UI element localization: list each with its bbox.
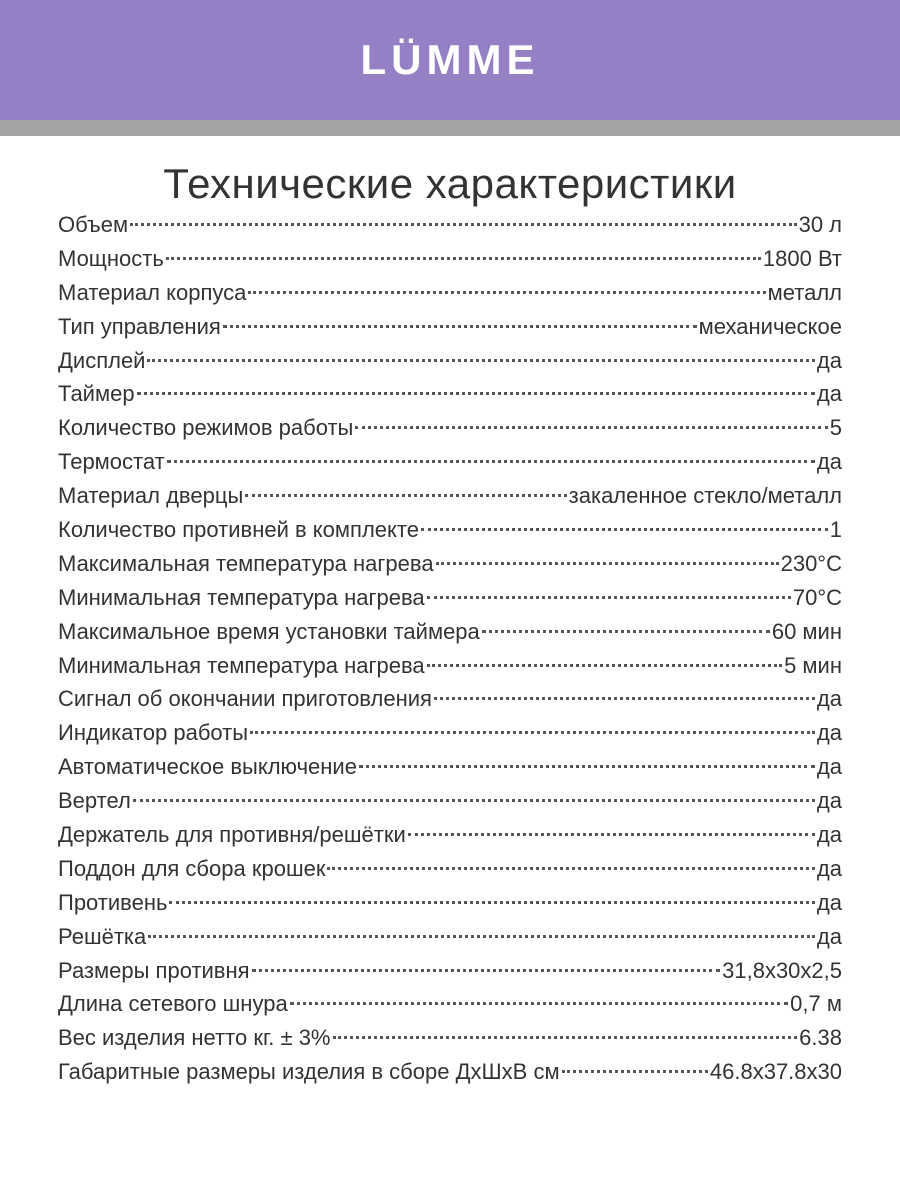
spec-label: Дисплей (58, 347, 146, 373)
spec-value: 5 мин (784, 652, 842, 678)
spec-label: Материал дверцы (58, 483, 244, 509)
spec-row (58, 445, 842, 479)
dot-leader (130, 223, 796, 226)
spec-value: да (816, 855, 842, 881)
dot-leader (167, 460, 815, 463)
dot-leader (482, 630, 770, 633)
spec-value: 31,8х30х2,5 (722, 957, 842, 983)
spec-label: Решётка (58, 923, 147, 949)
spec-row (58, 818, 842, 852)
spec-row (58, 513, 842, 547)
spec-row (58, 581, 842, 615)
spec-label: Тип управления (58, 313, 221, 339)
dot-leader (252, 969, 721, 972)
spec-label: Вертел (58, 788, 131, 814)
spec-label: Поддон для сбора крошек (58, 855, 326, 881)
spec-row (58, 716, 842, 750)
spec-row (58, 682, 842, 716)
spec-row (58, 852, 842, 886)
page-title: Технические характеристики (163, 160, 737, 207)
spec-label: Мощность (58, 245, 164, 271)
dot-leader (427, 596, 791, 599)
dot-leader (250, 731, 815, 734)
spec-value: да (816, 754, 842, 780)
spec-value: 6.38 (799, 1025, 842, 1051)
dot-leader (408, 833, 815, 836)
spec-label: Материал корпуса (58, 279, 247, 305)
spec-label: Автоматическое выключение (58, 754, 357, 780)
spec-row (58, 479, 842, 513)
spec-row (58, 615, 842, 649)
dot-leader (166, 257, 761, 260)
spec-row (58, 208, 842, 242)
dot-leader (436, 562, 779, 565)
spec-value: 1800 Вт (762, 245, 842, 271)
spec-label: Длина сетевого шнура (58, 991, 288, 1017)
spec-label: Таймер (58, 381, 135, 407)
spec-value: 70°С (792, 584, 842, 610)
spec-row (58, 276, 842, 310)
spec-row (58, 547, 842, 581)
spec-value: закаленное стекло/металл (568, 483, 842, 509)
spec-value: да (816, 788, 842, 814)
spec-value: 0,7 м (790, 991, 842, 1017)
spec-row (58, 784, 842, 818)
spec-label: Минимальная температура нагрева (58, 652, 425, 678)
spec-row (58, 987, 842, 1021)
dot-leader (169, 901, 814, 904)
dot-leader (148, 935, 815, 938)
dot-leader (137, 392, 815, 395)
dot-leader (327, 867, 814, 870)
spec-value: да (816, 686, 842, 712)
spec-row (58, 1021, 842, 1055)
brand-logo: LÜMME (360, 36, 540, 83)
spec-row (58, 954, 842, 988)
spec-value: да (816, 347, 842, 373)
spec-row (58, 1055, 842, 1089)
spec-row (58, 344, 842, 378)
spec-row (58, 242, 842, 276)
spec-label: Количество противней в комплекте (58, 517, 419, 543)
spec-row (58, 310, 842, 344)
spec-row (58, 886, 842, 920)
spec-value: да (816, 720, 842, 746)
spec-row (58, 920, 842, 954)
spec-value: 46.8х37.8х30 (709, 1059, 842, 1085)
spec-list (58, 208, 842, 1089)
dot-leader (562, 1070, 708, 1073)
dot-leader (223, 325, 697, 328)
spec-label: Количество режимов работы (58, 415, 354, 441)
spec-label: Максимальная температура нагрева (58, 550, 434, 576)
spec-label: Объем (58, 212, 129, 237)
spec-label: Максимальное время установки таймера (58, 618, 480, 644)
dot-leader (245, 494, 566, 497)
spec-value: механическое (698, 313, 842, 339)
dot-leader (355, 426, 827, 429)
dot-leader (427, 664, 782, 667)
spec-label: Вес изделия нетто кг. ± 3% (58, 1025, 331, 1051)
dot-leader (333, 1036, 798, 1039)
dot-leader (290, 1002, 788, 1005)
dot-leader (434, 697, 815, 700)
spec-row (58, 750, 842, 784)
spec-value: да (816, 381, 842, 407)
spec-row (58, 377, 842, 411)
spec-label: Габаритные размеры изделия в сборе ДхШхВ см (58, 1059, 560, 1085)
spec-label: Противень (58, 889, 168, 915)
spec-value: да (816, 822, 842, 848)
dot-leader (359, 765, 815, 768)
spec-label: Размеры противня (58, 957, 250, 983)
spec-label: Термостат (58, 449, 165, 475)
dot-leader (248, 291, 765, 294)
spec-row (58, 649, 842, 683)
spec-label: Сигнал об окончании приготовления (58, 686, 432, 712)
header-divider-band (0, 120, 900, 136)
spec-value: да (816, 923, 842, 949)
spec-row (58, 411, 842, 445)
spec-value: 230°С (780, 550, 842, 576)
dot-leader (147, 359, 814, 362)
spec-label: Индикатор работы (58, 720, 249, 746)
spec-value: металл (767, 279, 842, 305)
spec-value: да (816, 449, 842, 475)
dot-leader (133, 799, 815, 802)
spec-value: 30 л (798, 212, 842, 237)
spec-value: да (816, 889, 842, 915)
spec-value: 5 (829, 415, 842, 441)
dot-leader (421, 528, 828, 531)
spec-value: 1 (829, 517, 842, 543)
spec-label: Держатель для противня/решётки (58, 822, 406, 848)
spec-value: 60 мин (771, 618, 842, 644)
spec-label: Минимальная температура нагрева (58, 584, 425, 610)
